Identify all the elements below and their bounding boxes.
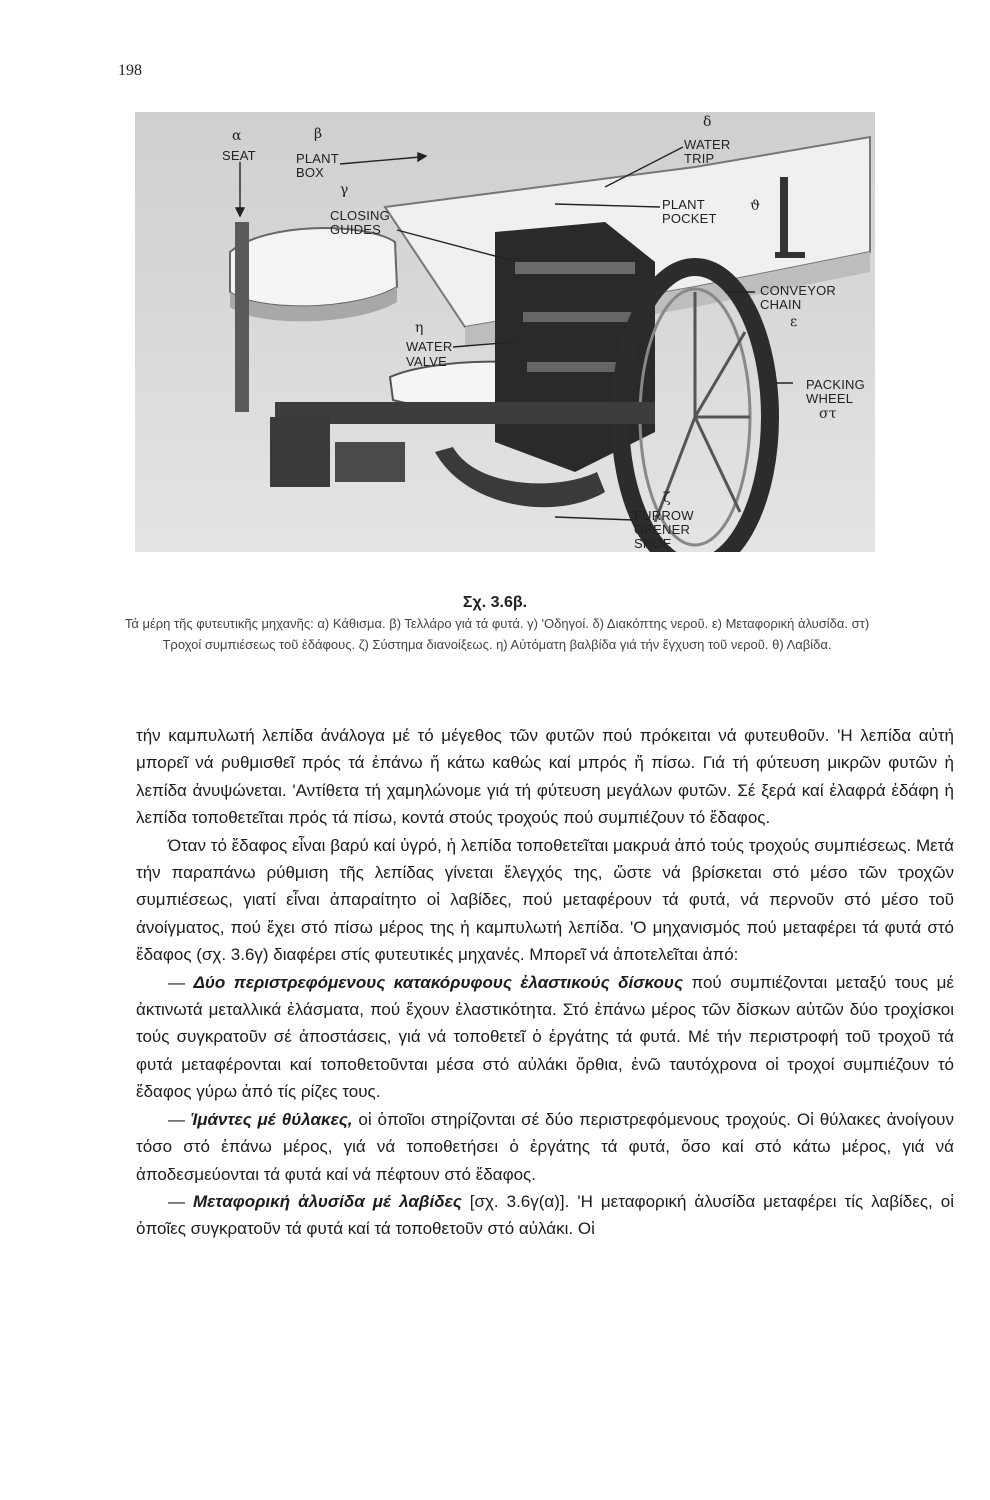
label-conveyor-chain-2: CHAIN [760,297,802,312]
label-furrow-2: OPENER [634,522,691,537]
dash: — [168,1109,185,1129]
dash: — [168,1191,185,1211]
label-packing-wheel-2: WHEEL [806,391,854,406]
label-water-trip-letter: δ [703,114,712,130]
label-furrow-3: SHOE [634,536,672,551]
term-belts-with-pockets: Ἱμάντες μέ θύλακες, [190,1109,353,1129]
paragraph-4 [136,1106,954,1188]
label-water-trip-2: TRIP [684,151,715,166]
paragraph-3 [136,969,954,1106]
label-plant-pocket-2: POCKET [662,211,717,226]
label-furrow-letter: ζ [663,490,671,506]
planting-machine-illustration [135,112,875,552]
label-water-valve-letter: η [415,320,424,336]
label-conveyor-chain-letter: ε [790,314,798,330]
label-furrow-1: FURROW [634,508,694,523]
label-seat: SEAT [222,148,256,163]
label-plant-pocket-letter: ϑ [750,198,761,214]
figure-caption-text: Τά μέρη τῆς φυτευτικῆς μηχανῆς: α) Κάθισμα. β) Τελλάρο γιά τά φυτά. γ) 'Οδηγοί. δ) Διακόπτης νεροῦ. ε) Μεταφορική ἁλυσίδα. στ) Τροχοί συμπιέσεως τοῦ ἐδάφους. ζ) Σύστημα διανοίξεως. η) Αὐτόματη βαλβίδα γιά τήν ἔγχυση τοῦ νεροῦ. θ) Λαβίδα. [124,616,870,652]
body-text [136,722,954,1243]
label-water-valve-1: WATER [406,339,453,354]
label-plant-box-1: PLANT [296,151,339,166]
label-plant-box-letter: β [314,126,323,142]
label-water-trip-1: WATER [684,137,731,152]
paragraph-3-text: πού συμπιέζονται μεταξύ τους μέ ἀκτινωτά μεταλλικά ἐλάσματα, πού ἔχουν ἐλαστικότητα. Στό ἐπάνω μέρος τῶν δίσκων αὐτῶν δύο τροχίσκοι τούς συγκρατοῦν σέ ἀποστάσεις, γιά νά τοποθετεῖ ὁ ἐργάτης τά φυτά. Μέ τήν περιστροφή τοῦ τροχοῦ τά φυτά μεταφέρονται καί τοποθετοῦνται μέσα στό αὐλάκι ὄρθια, ἐνῶ ταυτόχρονα οἱ τροχοί συμπιέζουν τό ἔδαφος γύρω ἀπό τίς ρίζες τους. [136,972,954,1102]
label-seat-letter: α [232,128,242,144]
paragraph-1: τήν καμπυλωτή λεπίδα ἀνάλογα μέ τό μέγεθος τῶν φυτῶν πού πρόκειται νά φυτευθοῦν. 'Η λεπίδα αὐτή μπορεῖ νά ρυθμισθεῖ πρός τά ἐπάνω ἤ κάτω καθώς καί μπρός ἤ πίσω. Γιά τή φύτευση μικρῶν φυτῶν ἡ λεπίδα ἀνυψώνεται. 'Αντίθετα τή χαμηλώνομε γιά τή φύτευση μεγάλων φυτῶν. Σέ ξερά καί ἐλαφρά ἐδάφη ἡ λεπίδα τοποθετεῖται πρός τά πίσω, κοντά στούς τροχούς πού συμπιέζουν τό ἔδαφος. [136,726,954,828]
term-elastic-discs: Δύο περιστρεφόμενους κατακόρυφους ἐλαστικούς δίσκους [193,972,684,992]
paragraph-4-text: οἱ ὁποῖοι στηρίζονται σέ δύο περιστρεφόμενους τροχούς. Οἱ θύλακες ἀνοίγουν τόσο στό ἐπάνω μέρος, γιά νά τοποθετήσει ὁ ἐργάτης τά φυτά, ὅσο καί στό κάτω μέρος, γιά νά ἀποδεσμεύονται τά φυτά καί νά πέφτουν στό ἔδαφος. [136,1109,954,1184]
label-packing-wheel-1: PACKING [806,377,865,392]
paragraph-2: Όταν τό ἔδαφος εἶναι βαρύ καί ὑγρό, ἡ λεπίδα τοποθετεῖται μακρυά ἀπό τούς τροχούς συμπιέσεως. Μετά τήν παραπάνω ρύθμιση τῆς λεπίδας γίνεται ἔλεγχός της, ὥστε νά βρίσκεται στό μέσο τῶν τροχῶν συμπιέσεως, γιατί εἶναι ἀπαραίτητο οἱ λαβίδες, πού μεταφέρουν τά φυτά, νά περνοῦν στό μέσο τοῦ ἀνοίγματος, πού ἔχει στό πίσω μέρος της ἡ καμπυλωτή λεπίδα. 'Ο μηχανισμός πού μεταφέρει τά φυτά στό ἔδαφος (σχ. 3.6γ) διαφέρει στίς φυτευτικές μηχανές. Μπορεῖ νά ἀποτελεῖται ἀπό: [136,835,954,965]
label-closing-guides-1: CLOSING [330,208,390,223]
label-closing-guides-2: GUIDES [330,222,382,237]
planting-machine-figure [135,112,875,552]
label-water-valve-2: VALVE [406,354,447,369]
term-conveyor-chain: Μεταφορική ἁλυσίδα μέ λαβίδες [193,1191,462,1211]
label-closing-guides-letter: γ [340,182,349,198]
figure-caption-title: Σχ. 3.6β. [462,594,528,611]
paragraph-5-text: [σχ. 3.6γ(α)]. 'Η μεταφορική ἁλυσίδα μεταφέρει τίς λαβίδες, οἱ ὁποῖες συγκρατοῦν τά φυτά καί τά τοποθετοῦν στό αὐλάκι. Οἱ [136,1191,954,1239]
page-number: 198 [118,62,142,79]
label-plant-pocket-1: PLANT [662,197,705,212]
label-plant-box-2: BOX [296,165,325,180]
dash: — [168,972,185,992]
paragraph-5 [136,1188,954,1243]
label-packing-wheel-letter: στ [819,406,837,422]
label-conveyor-chain-1: CONVEYOR [760,283,837,298]
